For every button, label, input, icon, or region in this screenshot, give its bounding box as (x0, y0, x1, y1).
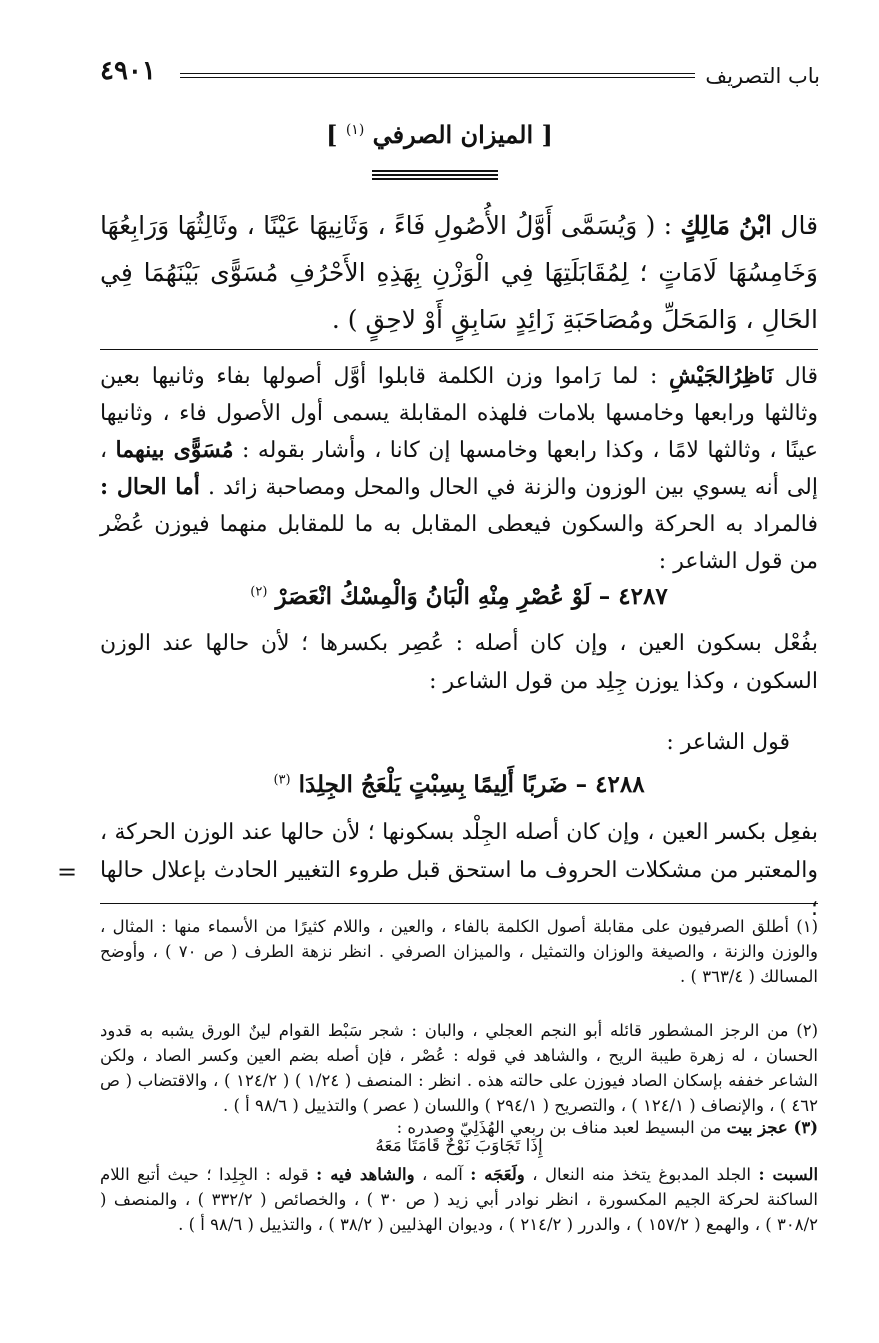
author-nazir-al-jaysh: نَاظِرُالجَيْشِ (669, 363, 774, 389)
header-rule (180, 73, 695, 78)
continuation-mark: = (57, 858, 78, 886)
matn-separator (100, 349, 818, 350)
verse-4288: ٤٢٨٨ – ضَربًا أَلِيمًا بِسِبْتٍ يَلْعَجُ الجِلِدَا $^{(٣)}$ (273, 771, 645, 798)
chapter-title-text: [ الميزان الصرفي (372, 120, 553, 149)
matn-text: : ( وَيُسَمَّى أَوَّلُ الأُصُولِ فَاءً ، وَثَانِيهَا عَيْنًا ، وثَالِثُهَا وَرَابِعُهَا وَخَامِسُهَا لَامَاتٍ ؛ لِمُقَابَلَتِهَا فِي الْوَزْنِ بِهَذِهِ الأَحْرُفِ مُسَوًّى بَيْنَهُمَا فِي الحَالِ ، وَالمَحَلِّ ومُصَاحَبَةِ زَائِدٍ سَابِقٍ أَوْ لاحِقٍ ) . (100, 211, 818, 334)
footnote-3-commentary: السبت : الجلد المدبوغ يتخذ منه النعال ، ولَعَجَه : آلمه ، والشاهد فيه : قوله : الجِلِدا ؛ حيث أتبع اللام الساكنة لحركة الجيم المكسورة ، انظر نوادر أبي زيد ( ص ٣٠ ) ، والخصائص ( ٣٣٢/٢ ) ، والمنصف ( ٣٠٨/٢ ) ، والهمع ( ١٥٧/٢ ) ، والدرر ( ٢١٤/٢ ) ، وديوان الهذليين ( ٣٨/٢ ) ، والتذييل ( ٩٨/٦ أ ) . (100, 1165, 819, 1234)
footnote-2: (٢) من الرجز المشطور قائله أبو النجم العجلي ، والبان : شجر سَبْط القوام لينٌ الورق يشبه به قدود الحسان ، له زهرة طيبة الريح ، والشاهد في قوله : عُصْر ، فإن أصله بضم العين وكسر الصاد ، ولكن الشاعر خففه بإسكان الصاد فيوزن على حالته هذه . انظر : المنصف ( ١/٢٤ ) ( ١٢٤/٢ ) ، والاقتضاب ( ص ٤٦٢ ) ، والإنصاف ( ١٢٤/١ ) ، والتصريح ( ٢٩٤/١ ) واللسان ( عصر ) والتذييل ( ٩٨/٦ أ ) . (100, 1021, 818, 1115)
chapter-title (0, 120, 879, 149)
running-header (100, 56, 820, 90)
sharh-paragraph-3: بفعِل بكسر العين ، وإن كان أصله الجِلْد بسكونها ؛ لأن حالها عند الوزن الحركة ، والمعتبر من مشكلات الحروف ما استحق قبل طروء التغيير الحادث بإعلال حالها ؛ (100, 820, 818, 921)
footnote-ref-2: (٢) (250, 584, 268, 600)
footnote-separator (100, 903, 818, 904)
footnote-1: (١) أطلق الصرفيون على مقابلة أصول الكلمة بالفاء ، والعين ، واللام كثيرًا من الأسماء منها : المثال ، والوزن والزنة ، والصيغة والوزان والتمثيل ، والميزان الصرفي . انظر نزهة الطرف ( ص ٧٠ ) ، وأوضح المسالك ( ٣٦٣/٤ ) . (100, 917, 818, 986)
footnote-ref-1: (١) (345, 122, 365, 138)
footnote-3-verse: إِذَا تَجَاوَبَ نَوْحٌ قَامَتَا مَعَهُ (375, 1136, 543, 1156)
section-title: باب التصريف (705, 64, 820, 88)
chapter-title-bracket: ] (326, 120, 338, 149)
title-underline (372, 170, 498, 182)
matn-paragraph: قال ابْنُ مَالِكٍ : ( وَيُسَمَّى أَوَّلُ الأُصُولِ فَاءً ، وَثَانِيهَا عَيْنًا ، وثَالِثُهَا وَرَابِعُهَا وَخَامِسُهَا لَامَاتٍ ؛ لِمُقَابَلَتِهَا فِي الْوَزْنِ بِهَذِهِ الأَحْرُفِ مُسَوًّى بَيْنَهُمَا فِي الحَالِ ، وَالمَحَلِّ ومُصَاحَبَةِ زَائِدٍ سَابِقٍ أَوْ لاحِقٍ ) . (100, 211, 819, 334)
verse-4287: ٤٢٨٧ – لَوْ عُصْرِ مِنْهِ الْبَانُ وَالْمِسْكُ انْعَصَرْ $^{(٢)}$ (250, 583, 668, 610)
footnote-ref-3: (٣) (273, 772, 291, 788)
quote-line: قول الشاعر : (666, 730, 790, 755)
page-number: ٤٩٠١ (100, 56, 156, 86)
footnote-3: (٣) عجز بيت من البسيط لعبد مناف بن ربعي الهُذَلِيّ وصدره : (396, 1118, 818, 1137)
author-ibn-malik: ابْنُ مَالِكٍ (680, 211, 772, 240)
sharh-paragraph-1: قال نَاظِرُالجَيْشِ : لما رَاموا وزن الكلمة قابلوا أوَّل أصولها بفاء وثانيها بعين وثالثها ورابعها وخامسها بلامات فلهذه المقابلة يسمى أول الأصول فاء ، وثانيها عينًا ، وثالثها لامًا ، وكذا رابعها وخامسها إن كانا ، وأشار بقوله : مُسَوًّى بينهما ، إلى أنه يسوي بين الوزون والزنة في الحال والمحل ومصاحبة زائد . أما الحال : فالمراد به الحركة والسكون فيعطى المقابل به ما للمقابل منهما فيوزن عُضْر من قول الشاعر : (100, 363, 818, 574)
sharh-paragraph-2: بفُعْل بسكون العين ، وإن كان أصله : عُصِر بكسرها ؛ لأن حالها عند الوزن السكون ، وكذا يوزن جِلِد من قول الشاعر : (100, 631, 818, 694)
